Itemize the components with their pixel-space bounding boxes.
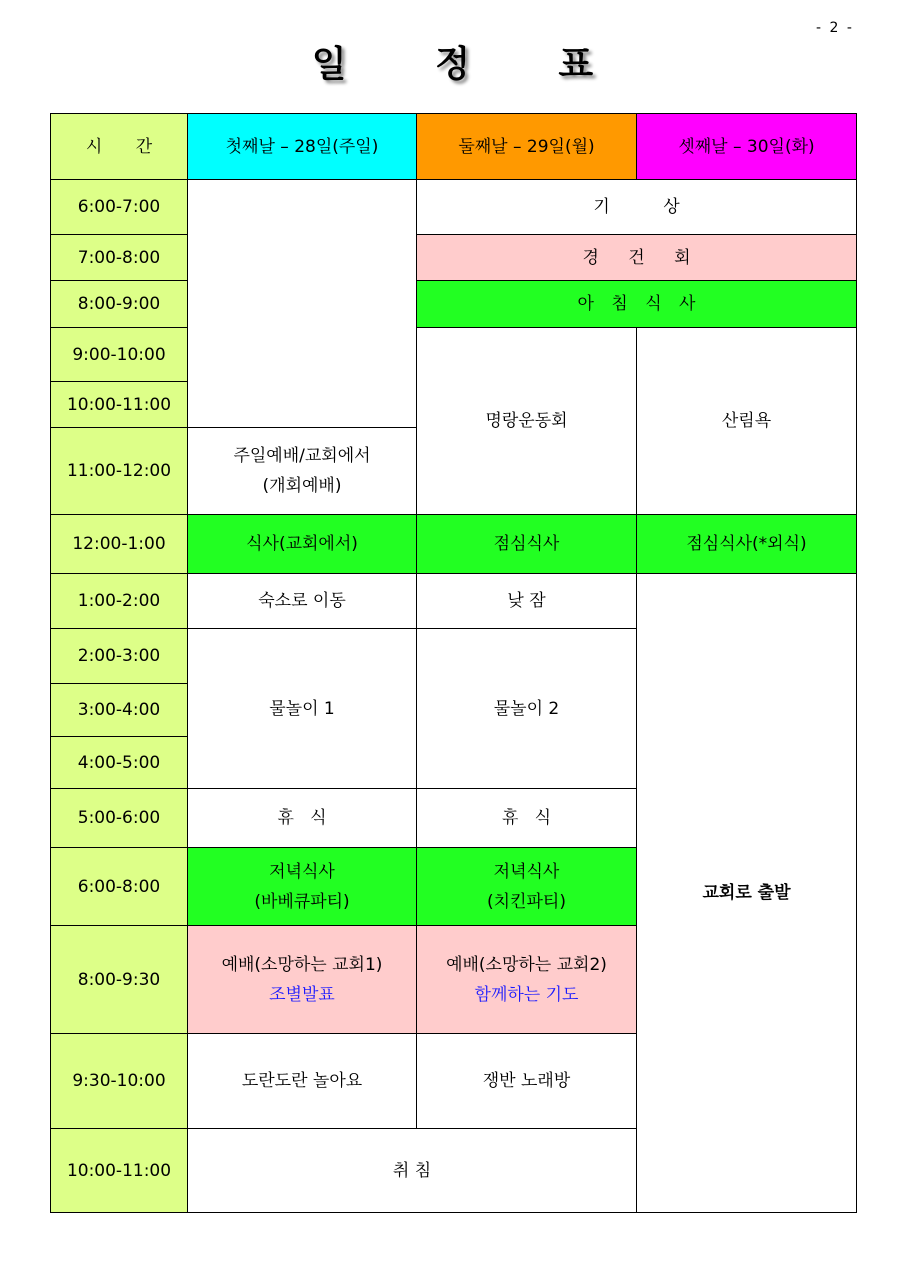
event-sports-day: 명랑운동회 xyxy=(417,328,637,515)
event-dinner1-line1: 저녁식사 xyxy=(269,861,335,882)
schedule-table xyxy=(50,113,857,1213)
event-lunch-out: 점심식사(*외식) xyxy=(637,515,857,574)
event-depart-church: 교회로 출발 xyxy=(637,574,857,1213)
event-worship1 xyxy=(188,926,417,1034)
event-worship2-line2: 함께하는 기도 xyxy=(474,984,579,1005)
table-row xyxy=(51,515,857,574)
time-cell: 11:00-12:00 xyxy=(51,428,188,515)
event-wakeup: 기 상 xyxy=(417,180,857,235)
event-rest2: 휴 식 xyxy=(417,789,637,848)
event-bedtime: 취 침 xyxy=(188,1129,637,1213)
event-meal-church: 식사(교회에서) xyxy=(188,515,417,574)
table-row xyxy=(51,574,857,629)
event-nap: 낮 잠 xyxy=(417,574,637,629)
page-title: 일 정 표 xyxy=(311,44,632,85)
day1-empty-morning xyxy=(188,180,417,428)
event-sunday-worship-line2: (개회예배) xyxy=(262,476,342,496)
time-cell: 4:00-5:00 xyxy=(51,737,188,789)
event-breakfast: 아 침 식 사 xyxy=(417,281,857,328)
event-chat-play: 도란도란 놀아요 xyxy=(188,1034,417,1129)
header-row xyxy=(51,114,857,180)
table-row xyxy=(51,180,857,235)
event-dinner2 xyxy=(417,848,637,926)
event-worship2 xyxy=(417,926,637,1034)
time-cell: 9:30-10:00 xyxy=(51,1034,188,1129)
time-cell: 6:00-8:00 xyxy=(51,848,188,926)
header-day3: 셋째날 – 30일(화) xyxy=(637,114,857,180)
table-row xyxy=(51,328,857,382)
time-cell: 6:00-7:00 xyxy=(51,180,188,235)
table-row xyxy=(51,281,857,328)
time-cell: 9:00-10:00 xyxy=(51,328,188,382)
event-move-lodging: 숙소로 이동 xyxy=(188,574,417,629)
event-sunday-worship xyxy=(188,428,417,515)
time-cell: 7:00-8:00 xyxy=(51,235,188,281)
header-day2: 둘째날 – 29일(월) xyxy=(417,114,637,180)
event-water-play2: 물놀이 2 xyxy=(417,629,637,789)
time-cell: 8:00-9:30 xyxy=(51,926,188,1034)
time-cell: 3:00-4:00 xyxy=(51,684,188,737)
event-water-play1: 물놀이 1 xyxy=(188,629,417,789)
time-cell: 2:00-3:00 xyxy=(51,629,188,684)
event-worship2-line1: 예배(소망하는 교회2) xyxy=(446,954,607,975)
time-cell: 12:00-1:00 xyxy=(51,515,188,574)
header-day1: 첫째날 – 28일(주일) xyxy=(188,114,417,180)
event-dinner2-line2: (치킨파티) xyxy=(487,891,566,912)
event-dinner1-line2: (바베큐파티) xyxy=(254,891,350,912)
page-number: - 2 - xyxy=(816,20,854,36)
event-devotion: 경 건 회 xyxy=(417,235,857,281)
time-cell: 8:00-9:00 xyxy=(51,281,188,328)
event-dinner2-line1: 저녁식사 xyxy=(493,861,560,882)
table-row xyxy=(51,235,857,281)
event-rest1: 휴 식 xyxy=(188,789,417,848)
event-worship1-line2: 조별발표 xyxy=(269,984,335,1005)
time-cell: 10:00-11:00 xyxy=(51,382,188,428)
time-cell: 5:00-6:00 xyxy=(51,789,188,848)
event-worship1-line1: 예배(소망하는 교회1) xyxy=(221,954,383,975)
event-forest-bath: 산림욕 xyxy=(637,328,857,515)
event-lunch: 점심식사 xyxy=(417,515,637,574)
event-karaoke: 쟁반 노래방 xyxy=(417,1034,637,1129)
time-cell: 1:00-2:00 xyxy=(51,574,188,629)
event-dinner1 xyxy=(188,848,417,926)
event-sunday-worship-line1: 주일예배/교회에서 xyxy=(233,446,371,466)
time-cell: 10:00-11:00 xyxy=(51,1129,188,1213)
header-time: 시 간 xyxy=(51,114,188,180)
